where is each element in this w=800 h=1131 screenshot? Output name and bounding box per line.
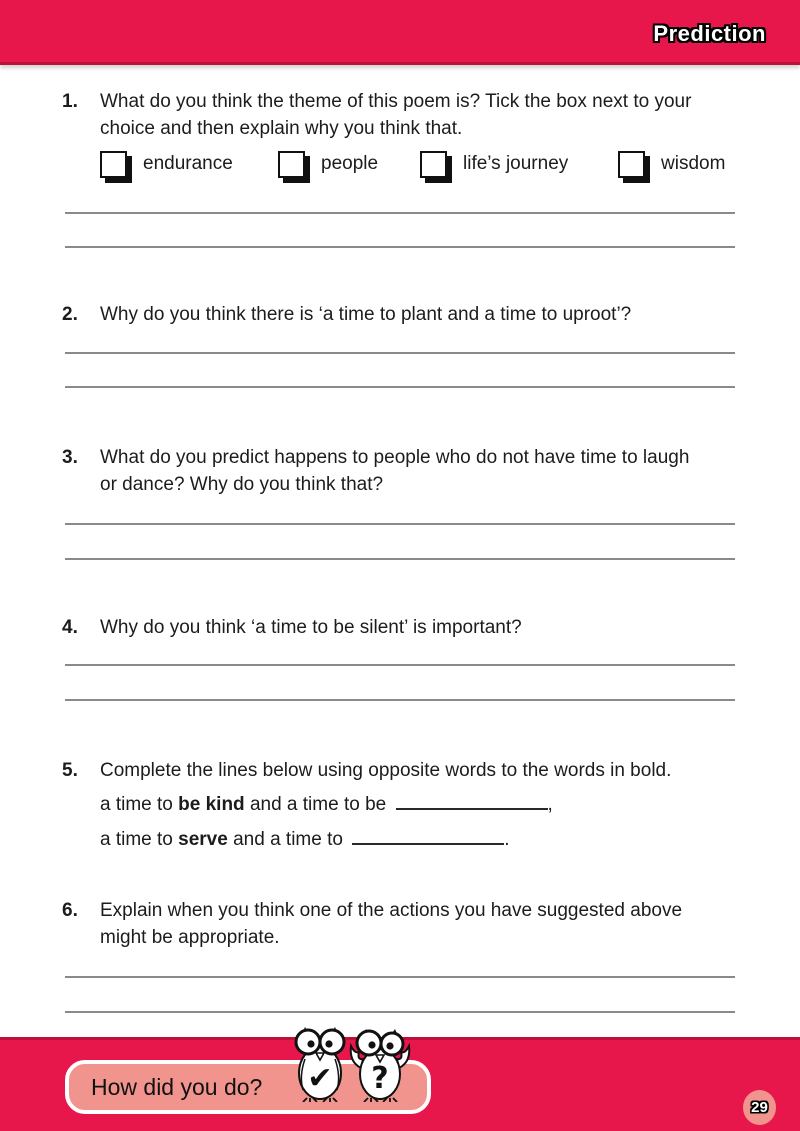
- question-2-number: 2.: [62, 304, 78, 325]
- page-number: 29: [751, 1099, 768, 1116]
- how-did-you-do-panel: [65, 1060, 431, 1114]
- checkbox-people[interactable]: [278, 151, 305, 178]
- question-1-line-1: What do you think the theme of this poem is? Tick the box next to your: [100, 91, 692, 112]
- checkbox-lifes-journey-label: life’s journey: [463, 153, 569, 174]
- checkbox-endurance-label: endurance: [143, 153, 233, 174]
- question-5-number: 5.: [62, 760, 78, 781]
- fill-1-mid: and a time to be: [244, 794, 392, 815]
- question-5-line-1: Complete the lines below using opposite words to the words in bold.: [100, 760, 672, 781]
- question-6-line-2: might be appropriate.: [100, 927, 280, 948]
- top-banner: [0, 0, 800, 65]
- page-title: Prediction: [653, 21, 766, 46]
- fill-2-end: .: [504, 829, 510, 850]
- question-6-text: [100, 897, 682, 951]
- question-4-line-1: Why do you think ‘a time to be silent’ is important?: [100, 617, 522, 638]
- checkbox-people-label: people: [321, 153, 379, 174]
- fill-2-blank[interactable]: [352, 826, 504, 845]
- answer-line: [65, 246, 735, 248]
- question-2-line-1: Why do you think there is ‘a time to plant and a time to uproot’?: [100, 304, 632, 325]
- owl-check-icon: [291, 1026, 349, 1107]
- question-3-text: [100, 444, 689, 498]
- answer-line: [65, 664, 735, 666]
- question-5: [62, 757, 738, 784]
- question-6: [62, 897, 738, 951]
- fill-line-1: [100, 791, 553, 818]
- question-2: [62, 301, 738, 328]
- fill-1-end: ,: [547, 794, 553, 815]
- owl-question-icon: [347, 1028, 413, 1107]
- question-4-text: [100, 614, 522, 641]
- answer-line: [65, 699, 735, 701]
- fill-line-2: [100, 826, 510, 853]
- checkbox-lifes-journey[interactable]: [420, 151, 447, 178]
- option-wisdom: [618, 147, 725, 181]
- checkbox-wisdom[interactable]: [618, 151, 645, 178]
- answer-line: [65, 386, 735, 388]
- answer-line: [65, 212, 735, 214]
- answer-line: [65, 1011, 735, 1013]
- question-3-line-1: What do you predict happens to people who do not have time to laugh: [100, 447, 690, 468]
- option-endurance: [100, 147, 233, 181]
- question-4: [62, 614, 738, 641]
- question-1-text: [100, 88, 691, 142]
- how-did-you-do-label: How did you do?: [91, 1073, 263, 1100]
- question-3: [62, 444, 738, 498]
- question-3-line-2: or dance? Why do you think that?: [100, 474, 384, 495]
- answer-line: [65, 523, 735, 525]
- question-4-number: 4.: [62, 617, 78, 638]
- question-6-number: 6.: [62, 900, 78, 921]
- question-1-line-2: choice and then explain why you think that.: [100, 118, 463, 139]
- answer-line: [65, 352, 735, 354]
- checkbox-endurance[interactable]: [100, 151, 127, 178]
- question-mark: ?: [371, 1061, 389, 1096]
- checkbox-wisdom-label: wisdom: [661, 153, 726, 174]
- fill-1-blank[interactable]: [396, 791, 548, 810]
- fill-1-pre: a time to: [100, 794, 179, 815]
- question-1-number: 1.: [62, 91, 78, 112]
- question-2-text: [100, 301, 631, 328]
- bottom-banner: [0, 1037, 800, 1131]
- option-lifes-journey: [420, 147, 568, 181]
- fill-2-pre: a time to: [100, 829, 179, 850]
- option-people: [278, 147, 378, 181]
- check-mark: ✔: [307, 1061, 333, 1096]
- answer-line: [65, 976, 735, 978]
- question-3-number: 3.: [62, 447, 78, 468]
- question-1: [62, 88, 738, 142]
- page-number-badge: [743, 1090, 776, 1125]
- fill-2-bold-word: serve: [178, 829, 228, 850]
- answer-line: [65, 558, 735, 560]
- question-6-line-1: Explain when you think one of the actions you have suggested above: [100, 900, 683, 921]
- question-5-text: [100, 757, 671, 784]
- fill-2-mid: and a time to: [227, 829, 349, 850]
- fill-1-bold-word: be kind: [178, 794, 245, 815]
